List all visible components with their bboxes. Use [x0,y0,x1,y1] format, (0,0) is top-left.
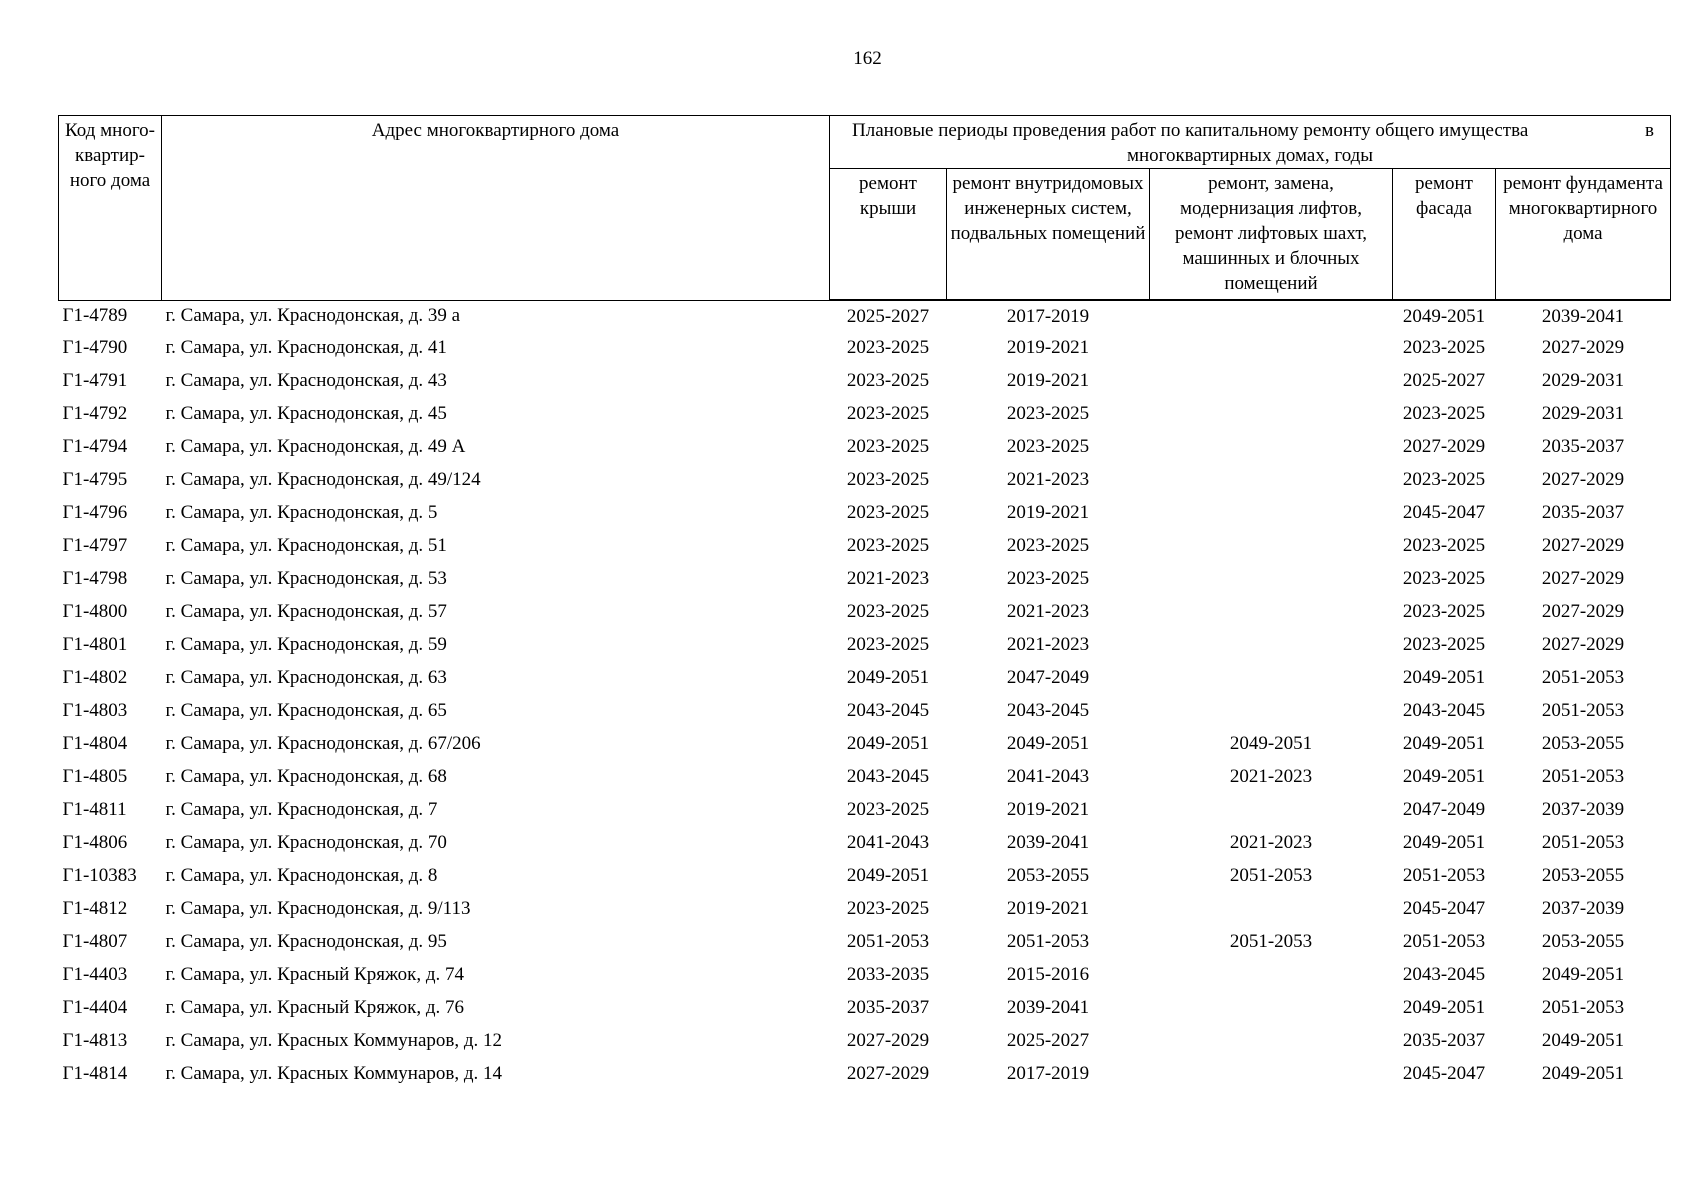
cell-address: г. Самара, ул. Краснодонская, д. 63 [165,667,447,688]
cell-address: г. Самара, ул. Краснодонская, д. 51 [165,535,447,556]
table-row [59,991,1671,1024]
cell-code: Г1-4806 [62,832,128,853]
cell-address: г. Самара, ул. Красный Кряжок, д. 76 [165,997,465,1018]
cell-internal-systems: 2053-2055 [1006,865,1090,886]
cell-foundation: 2053-2055 [1541,865,1625,886]
cell-internal-systems: 2041-2043 [1006,766,1090,787]
cell-facade: 2027-2029 [1402,436,1486,457]
cell-foundation: 2039-2041 [1541,305,1625,327]
cell-code: Г1-4805 [62,766,128,787]
cell-internal-systems: 2021-2023 [1006,469,1090,490]
cell-address: г. Самара, ул. Краснодонская, д. 68 [165,766,447,787]
cell-roof: 2023-2025 [846,469,930,490]
cell-code: Г1-4807 [62,931,128,952]
cell-internal-systems: 2023-2025 [1006,403,1090,424]
cell-foundation: 2027-2029 [1541,469,1625,490]
cell-elevators [1150,430,1393,463]
cell-foundation: 2035-2037 [1541,502,1625,523]
cell-elevators [1150,300,1393,331]
cell-facade: 2045-2047 [1402,898,1486,919]
cell-roof: 2027-2029 [846,1063,930,1084]
cell-code: Г1-4791 [62,370,128,391]
cell-internal-systems: 2019-2021 [1006,502,1090,523]
cell-elevators [1150,397,1393,430]
cell-facade: 2049-2051 [1402,997,1486,1018]
cell-facade: 2049-2051 [1402,305,1486,327]
table-row [59,694,1671,727]
cell-code: Г1-4800 [62,601,128,622]
header-address: Адрес многоквартирного дома [162,116,830,301]
cell-facade: 2023-2025 [1402,601,1486,622]
cell-elevators [1150,958,1393,991]
cell-code: Г1-4794 [62,436,128,457]
cell-elevators [1150,892,1393,925]
cell-foundation: 2027-2029 [1541,634,1625,655]
table-row [59,1057,1671,1090]
header-code: Код много-квартир-ного дома [59,116,162,301]
cell-facade: 2047-2049 [1402,799,1486,820]
table-row [59,331,1671,364]
cell-elevators [1150,991,1393,1024]
cell-foundation: 2051-2053 [1541,700,1625,721]
cell-elevators [1150,463,1393,496]
header-periods-line2: многоквартирных домах, годы [1126,145,1374,166]
cell-elevators [1150,1024,1393,1057]
cell-facade: 2023-2025 [1402,337,1486,358]
cell-address: г. Самара, ул. Краснодонская, д. 67/206 [165,733,481,754]
cell-code: Г1-4801 [62,634,128,655]
cell-foundation: 2037-2039 [1541,898,1625,919]
table-row [59,892,1671,925]
cell-roof: 2049-2051 [846,865,930,886]
cell-roof: 2049-2051 [846,667,930,688]
table-header [59,116,1671,301]
cell-address: г. Самара, ул. Краснодонская, д. 41 [165,337,447,358]
cell-address: г. Самара, ул. Краснодонская, д. 57 [165,601,447,622]
table-row [59,661,1671,694]
cell-internal-systems: 2021-2023 [1006,601,1090,622]
cell-elevators: 2021-2023 [1229,766,1313,787]
cell-facade: 2023-2025 [1402,535,1486,556]
cell-address: г. Самара, ул. Краснодонская, д. 43 [165,370,447,391]
cell-foundation: 2051-2053 [1541,667,1625,688]
cell-roof: 2023-2025 [846,337,930,358]
header-foundation: ремонт фундамента многоквартирного дома [1496,169,1671,301]
cell-roof: 2027-2029 [846,1030,930,1051]
cell-address: г. Самара, ул. Краснодонская, д. 7 [165,799,438,820]
header-elevators: ремонт, замена, модернизация лифтов, ремонт лифтовых шахт, машинных и блочных помещений [1150,169,1393,301]
cell-address: г. Самара, ул. Красный Кряжок, д. 74 [165,964,465,985]
cell-roof: 2025-2027 [846,305,930,327]
cell-code: Г1-10383 [62,865,137,886]
header-periods-in: в [1645,120,1655,141]
cell-facade: 2051-2053 [1402,865,1486,886]
cell-internal-systems: 2023-2025 [1006,568,1090,589]
cell-internal-systems: 2049-2051 [1006,733,1090,754]
cell-elevators [1150,661,1393,694]
cell-facade: 2025-2027 [1402,370,1486,391]
cell-foundation: 2027-2029 [1541,535,1625,556]
cell-facade: 2049-2051 [1402,733,1486,754]
table-row [59,925,1671,958]
header-internal-systems: ремонт внутридомовых инженерных систем, подвальных помещений [947,169,1150,301]
cell-foundation: 2053-2055 [1541,931,1625,952]
cell-address: г. Самара, ул. Краснодонская, д. 49/124 [165,469,481,490]
cell-roof: 2049-2051 [846,733,930,754]
cell-roof: 2023-2025 [846,370,930,391]
cell-facade: 2051-2053 [1402,931,1486,952]
cell-foundation: 2049-2051 [1541,964,1625,985]
table-row [59,1024,1671,1057]
table-row [59,496,1671,529]
header-roof: ремонт крыши [830,169,947,301]
cell-internal-systems: 2025-2027 [1006,1030,1090,1051]
table-row [59,397,1671,430]
cell-code: Г1-4790 [62,337,128,358]
cell-roof: 2043-2045 [846,700,930,721]
cell-address: г. Самара, ул. Краснодонская, д. 49 А [165,436,466,457]
cell-code: Г1-4802 [62,667,128,688]
cell-foundation: 2027-2029 [1541,337,1625,358]
cell-foundation: 2029-2031 [1541,403,1625,424]
cell-elevators [1150,562,1393,595]
cell-code: Г1-4404 [62,997,128,1018]
cell-roof: 2051-2053 [846,931,930,952]
cell-address: г. Самара, ул. Краснодонская, д. 5 [165,502,438,523]
cell-foundation: 2051-2053 [1541,832,1625,853]
cell-foundation: 2029-2031 [1541,370,1625,391]
cell-address: г. Самара, ул. Красных Коммунаров, д. 14 [165,1063,503,1084]
cell-code: Г1-4797 [62,535,128,556]
table-row [59,859,1671,892]
cell-code: Г1-4803 [62,700,128,721]
cell-foundation: 2053-2055 [1541,733,1625,754]
table-row [59,430,1671,463]
cell-foundation: 2051-2053 [1541,766,1625,787]
cell-code: Г1-4804 [62,733,128,754]
cell-internal-systems: 2019-2021 [1006,370,1090,391]
table-row [59,628,1671,661]
cell-address: г. Самара, ул. Краснодонская, д. 9/113 [165,898,471,919]
cell-code: Г1-4795 [62,469,128,490]
cell-code: Г1-4814 [62,1063,128,1084]
cell-code: Г1-4812 [62,898,128,919]
cell-code: Г1-4792 [62,403,128,424]
cell-address: г. Самара, ул. Краснодонская, д. 39 а [165,305,461,327]
cell-facade: 2043-2045 [1402,700,1486,721]
cell-internal-systems: 2039-2041 [1006,997,1090,1018]
table-row [59,727,1671,760]
cell-roof: 2023-2025 [846,634,930,655]
cell-facade: 2049-2051 [1402,766,1486,787]
cell-elevators [1150,529,1393,562]
header-periods [830,116,1671,169]
cell-elevators [1150,628,1393,661]
cell-internal-systems: 2043-2045 [1006,700,1090,721]
cell-facade: 2023-2025 [1402,469,1486,490]
cell-address: г. Самара, ул. Краснодонская, д. 59 [165,634,447,655]
cell-roof: 2023-2025 [846,601,930,622]
cell-facade: 2045-2047 [1402,502,1486,523]
table-row [59,463,1671,496]
cell-facade: 2023-2025 [1402,634,1486,655]
page-number: 162 [853,48,882,69]
cell-facade: 2043-2045 [1402,964,1486,985]
cell-roof: 2023-2025 [846,898,930,919]
cell-elevators [1150,331,1393,364]
cell-internal-systems: 2023-2025 [1006,535,1090,556]
cell-internal-systems: 2023-2025 [1006,436,1090,457]
table-row [59,793,1671,826]
cell-address: г. Самара, ул. Краснодонская, д. 70 [165,832,447,853]
table-row [59,300,1671,331]
cell-roof: 2023-2025 [846,535,930,556]
capital-repair-table [58,115,1671,1090]
cell-foundation: 2037-2039 [1541,799,1625,820]
cell-address: г. Самара, ул. Краснодонская, д. 53 [165,568,447,589]
cell-code: Г1-4796 [62,502,128,523]
cell-code: Г1-4798 [62,568,128,589]
cell-foundation: 2049-2051 [1541,1030,1625,1051]
cell-elevators: 2049-2051 [1229,733,1313,754]
cell-elevators [1150,793,1393,826]
header-facade: ремонт фасада [1393,169,1496,301]
table-row [59,958,1671,991]
cell-elevators [1150,694,1393,727]
cell-facade: 2023-2025 [1402,403,1486,424]
cell-foundation: 2035-2037 [1541,436,1625,457]
cell-internal-systems: 2019-2021 [1006,799,1090,820]
cell-roof: 2023-2025 [846,799,930,820]
cell-roof: 2041-2043 [846,832,930,853]
cell-roof: 2023-2025 [846,403,930,424]
cell-address: г. Самара, ул. Краснодонская, д. 45 [165,403,447,424]
cell-roof: 2023-2025 [846,502,930,523]
cell-address: г. Самара, ул. Красных Коммунаров, д. 12 [165,1030,503,1051]
cell-code: Г1-4789 [62,305,128,327]
cell-elevators [1150,364,1393,397]
cell-internal-systems: 2047-2049 [1006,667,1090,688]
cell-roof: 2035-2037 [846,997,930,1018]
cell-internal-systems: 2019-2021 [1006,898,1090,919]
table-row [59,826,1671,859]
cell-internal-systems: 2015-2016 [1006,964,1090,985]
cell-elevators: 2021-2023 [1229,832,1313,853]
cell-roof: 2043-2045 [846,766,930,787]
cell-foundation: 2051-2053 [1541,997,1625,1018]
cell-facade: 2049-2051 [1402,832,1486,853]
cell-roof: 2021-2023 [846,568,930,589]
cell-address: г. Самара, ул. Краснодонская, д. 8 [165,865,438,886]
cell-address: г. Самара, ул. Краснодонская, д. 65 [165,700,447,721]
cell-elevators [1150,496,1393,529]
cell-code: Г1-4403 [62,964,128,985]
cell-internal-systems: 2051-2053 [1006,931,1090,952]
cell-foundation: 2027-2029 [1541,568,1625,589]
cell-internal-systems: 2039-2041 [1006,832,1090,853]
table-row [59,595,1671,628]
cell-code: Г1-4813 [62,1030,128,1051]
table-row [59,760,1671,793]
cell-elevators [1150,595,1393,628]
table-row [59,364,1671,397]
cell-elevators [1150,1057,1393,1090]
cell-internal-systems: 2017-2019 [1006,305,1090,327]
cell-facade: 2045-2047 [1402,1063,1486,1084]
cell-foundation: 2027-2029 [1541,601,1625,622]
table-row [59,529,1671,562]
header-periods-line1: Плановые периоды проведения работ по капитальному ремонту общего имущества [852,120,1529,141]
cell-roof: 2023-2025 [846,436,930,457]
cell-internal-systems: 2021-2023 [1006,634,1090,655]
cell-facade: 2023-2025 [1402,568,1486,589]
cell-elevators: 2051-2053 [1229,865,1313,886]
table-row [59,562,1671,595]
table-body [59,300,1671,1090]
cell-code: Г1-4811 [62,799,127,820]
cell-internal-systems: 2019-2021 [1006,337,1090,358]
cell-foundation: 2049-2051 [1541,1063,1625,1084]
cell-facade: 2049-2051 [1402,667,1486,688]
cell-elevators: 2051-2053 [1229,931,1313,952]
cell-roof: 2033-2035 [846,964,930,985]
cell-internal-systems: 2017-2019 [1006,1063,1090,1084]
cell-facade: 2035-2037 [1402,1030,1486,1051]
cell-address: г. Самара, ул. Краснодонская, д. 95 [165,931,447,952]
